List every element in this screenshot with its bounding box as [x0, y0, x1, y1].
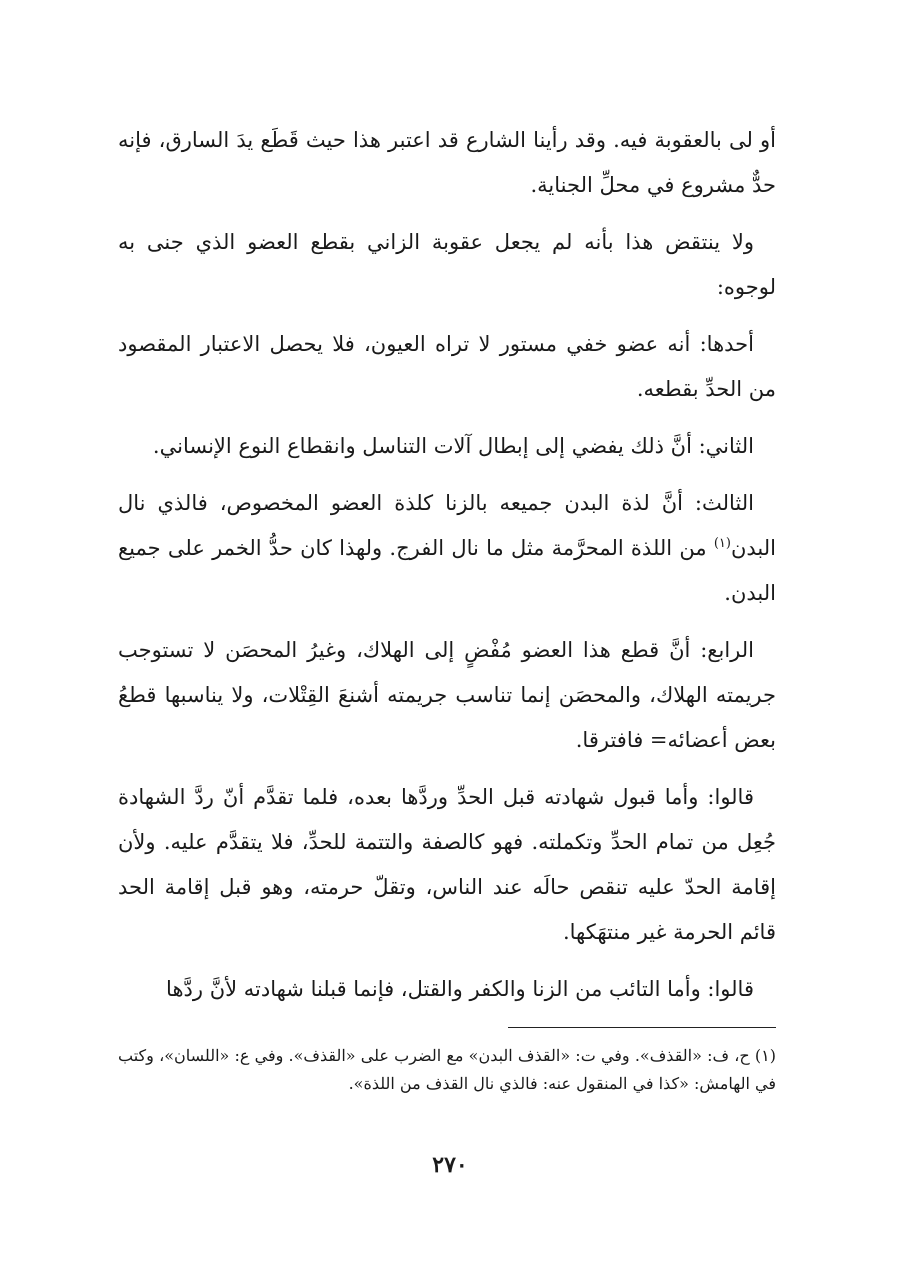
main-text [118, 118, 776, 1024]
footnote-divider [508, 1027, 776, 1028]
paragraph-4: الثاني: أنَّ ذلك يفضي إلى إبطال آلات التناسل وانقطاع النوع الإنساني. [152, 434, 754, 458]
footnotes-section [118, 1042, 776, 1098]
paragraph-5-text-end: من اللذة المحرَّمة مثل ما نال الفرج. ولهذا كان حدُّ الخمر على جميع البدن. [118, 536, 776, 605]
paragraph-8: قالوا: وأما التائب من الزنا والكفر والقتل، فإنما قبلنا شهادته لأنَّ ردَّها [166, 977, 754, 1001]
paragraph-5-text-start: الثالث: أنَّ لذة البدن جميعه بالزنا كلذة العضو المخصوص، فالذي نال البدن [118, 491, 776, 560]
page-number: ٢٧٠ [432, 1152, 468, 1178]
paragraph-3: أحدها: أنه عضو خفي مستور لا تراه العيون، فلا يحصل الاعتبار المقصود من الحدِّ بقطعه. [118, 332, 776, 401]
paragraph-6: الرابع: أنَّ قطع هذا العضو مُفْضٍ إلى الهلاك، وغيرُ المحصَن لا تستوجب جريمته الهلاك، والمحصَن إنما تناسب جريمته أشنعَ القِتْلات، ولا يناسبها قطعُ بعض أعضائه= فافترقا. [118, 638, 776, 752]
paragraph-5 [118, 481, 776, 616]
footnote-reference: (١) [713, 536, 731, 551]
paragraph-2: ولا ينتقض هذا بأنه لم يجعل عقوبة الزاني بقطع العضو الذي جنى به لوجوه: [118, 230, 776, 299]
paragraph-7: قالوا: وأما قبول شهادته قبل الحدِّ وردَّها بعده، فلما تقدَّم أنّ ردَّ الشهادة جُعِل من تمام الحدِّ وتكملته. فهو كالصفة والتتمة للحدِّ، فلا يتقدَّم عليه. ولأن إقامة الحدّ عليه تنقص حالَه عند الناس، وتقلّ حرمته، وهو قبل إقامة الحد قائم الحرمة غير منتهَكها. [118, 785, 776, 944]
footnote-1: (١) ح، ف: «القذف». وفي ت: «القذف البدن» مع الضرب على «القذف». وفي ع: «اللسان»، وكتب في الهامش: «كذا في المنقول عنه: فالذي نال القذف من اللذة». [118, 1046, 776, 1093]
paragraph-1: أو لى بالعقوبة فيه. وقد رأينا الشارع قد اعتبر هذا حيث قَطَع يدَ السارق، فإنه حدٌّ مشروع في محلِّ الجناية. [118, 128, 776, 197]
